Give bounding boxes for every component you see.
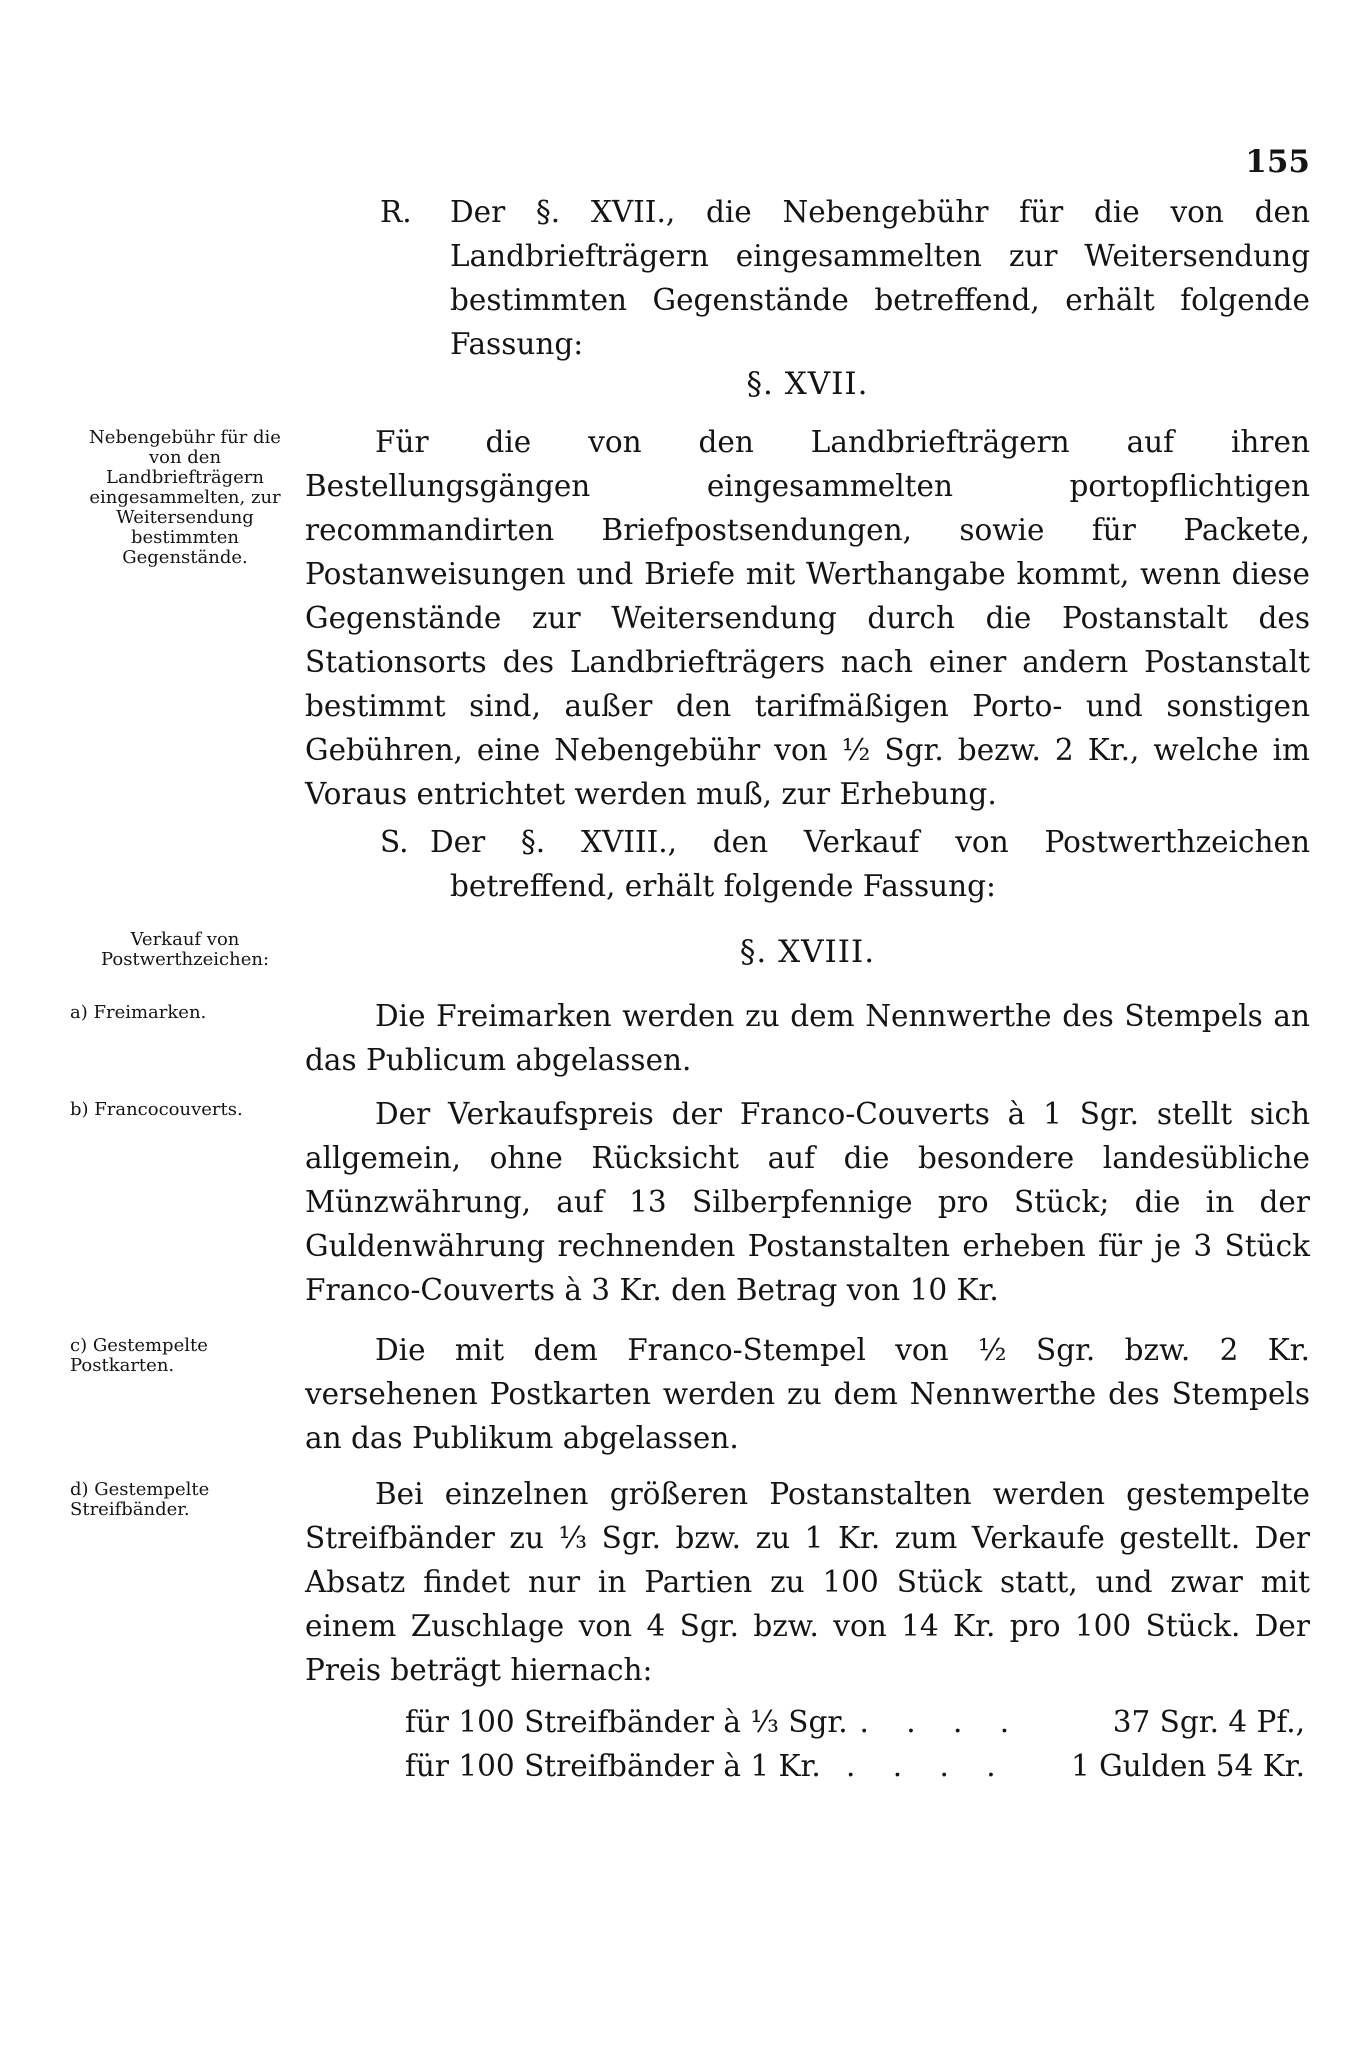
item-freimarken bbox=[305, 994, 1310, 1082]
item-postkarten bbox=[305, 1328, 1310, 1460]
amendment-r-paragraph bbox=[380, 190, 1310, 366]
section-xvii-body bbox=[305, 420, 1310, 816]
amendment-s-label: S. bbox=[380, 825, 409, 859]
margin-note-verkauf: Verkauf von Postwerthzeichen: bbox=[100, 929, 270, 970]
section-xviii-heading: §. XVIII. bbox=[739, 934, 876, 970]
margin-note-freimarken: a) Freimarken. bbox=[70, 1002, 207, 1023]
amendment-r bbox=[380, 190, 1310, 366]
price-row bbox=[405, 1700, 1305, 1744]
price-row-price: 37 Sgr. 4 Pf., bbox=[1112, 1705, 1305, 1739]
margin-note-nebengebuehr: Nebengebühr für die von den Landbriefträgern eingesammelten, zur Weitersendung bestimmten Gegenstände. bbox=[89, 427, 281, 568]
price-table bbox=[405, 1700, 1305, 1788]
price-row bbox=[405, 1744, 1305, 1788]
section-xviii-heading-block bbox=[305, 930, 1310, 974]
amendment-s-text: Der §. XVIII., den Verkauf von Postwerthzeichen betreffend, erhält folgende Fassung: bbox=[430, 825, 1310, 903]
price-row-dots: . . . . bbox=[846, 1749, 1010, 1783]
item-francocouverts-text: Der Verkaufspreis der Franco-Couverts à 1 Sgr. stellt sich allgemein, ohne Rücksicht auf die besondere landesübliche Münzwährung, auf 13 Silberpfennige pro Stück; die in der Guldenwährung rechnenden Postanstalten erheben für je 3 Stück Franco-Couverts à 3 Kr. den Betrag von 10 Kr. bbox=[305, 1097, 1310, 1307]
margin-note-streifbaender: d) Gestempelte Streifbänder. bbox=[70, 1479, 210, 1520]
price-row-item: für 100 Streifbänder à 1 Kr. bbox=[405, 1749, 821, 1783]
price-row-dots: . . . . bbox=[859, 1705, 1024, 1739]
item-streifbaender-text: Bei einzelnen größeren Postanstalten werden gestempelte Streifbänder zu ⅓ Sgr. bzw. zu 1 Kr. zum Verkaufe gestellt. Der Absatz findet nur in Partien zu 100 Stück statt, und zwar mit einem Zuschlage von 4 Sgr. bzw. von 14 Kr. pro 100 Stück. Der Preis beträgt hiernach: bbox=[305, 1477, 1310, 1687]
section-xvii-heading: §. XVII. bbox=[746, 366, 869, 402]
margin-note-francocouverts: b) Francocouverts. bbox=[70, 1099, 243, 1120]
price-row-item: für 100 Streifbänder à ⅓ Sgr. bbox=[405, 1705, 848, 1739]
section-xvii-text: Für die von den Landbriefträgern auf ihren Bestellungsgängen eingesammelten portopflichtigen recommandirten Briefpostsendungen, sowie für Packete, Postanweisungen und Briefe mit Werthangabe kommt, wenn diese Gegenstände zur Weitersendung durch die Postanstalt des Stationsorts des Landbriefträgers nach einer andern Postanstalt bestimmt sind, außer den tarifmäßigen Porto- und sonstigen Gebühren, eine Nebengebühr von ½ Sgr. bezw. 2 Kr., welche im Voraus entrichtet werden muß, zur Erhebung. bbox=[305, 425, 1310, 811]
price-row-price: 1 Gulden 54 Kr. bbox=[1070, 1749, 1305, 1783]
item-postkarten-text: Die mit dem Franco-Stempel von ½ Sgr. bzw. 2 Kr. versehenen Postkarten werden zu dem Nennwerthe des Stempels an das Publikum abgelassen. bbox=[305, 1333, 1310, 1455]
item-streifbaender bbox=[305, 1472, 1310, 1692]
amendment-s bbox=[380, 820, 1310, 908]
amendment-s-paragraph bbox=[380, 820, 1310, 908]
margin-note-postkarten: c) Gestempelte Postkarten. bbox=[70, 1335, 208, 1376]
section-xvii-heading-block bbox=[305, 362, 1310, 406]
item-freimarken-text: Die Freimarken werden zu dem Nennwerthe des Stempels an das Publicum abgelassen. bbox=[305, 999, 1310, 1077]
amendment-r-text: Der §. XVII., die Nebengebühr für die von den Landbriefträgern eingesammelten zur Weitersendung bestimmten Gegenstände betreffend, erhält folgende Fassung: bbox=[450, 195, 1310, 361]
item-francocouverts bbox=[305, 1092, 1310, 1312]
page-number: 155 bbox=[1245, 144, 1310, 180]
amendment-r-label: R. bbox=[380, 195, 412, 229]
